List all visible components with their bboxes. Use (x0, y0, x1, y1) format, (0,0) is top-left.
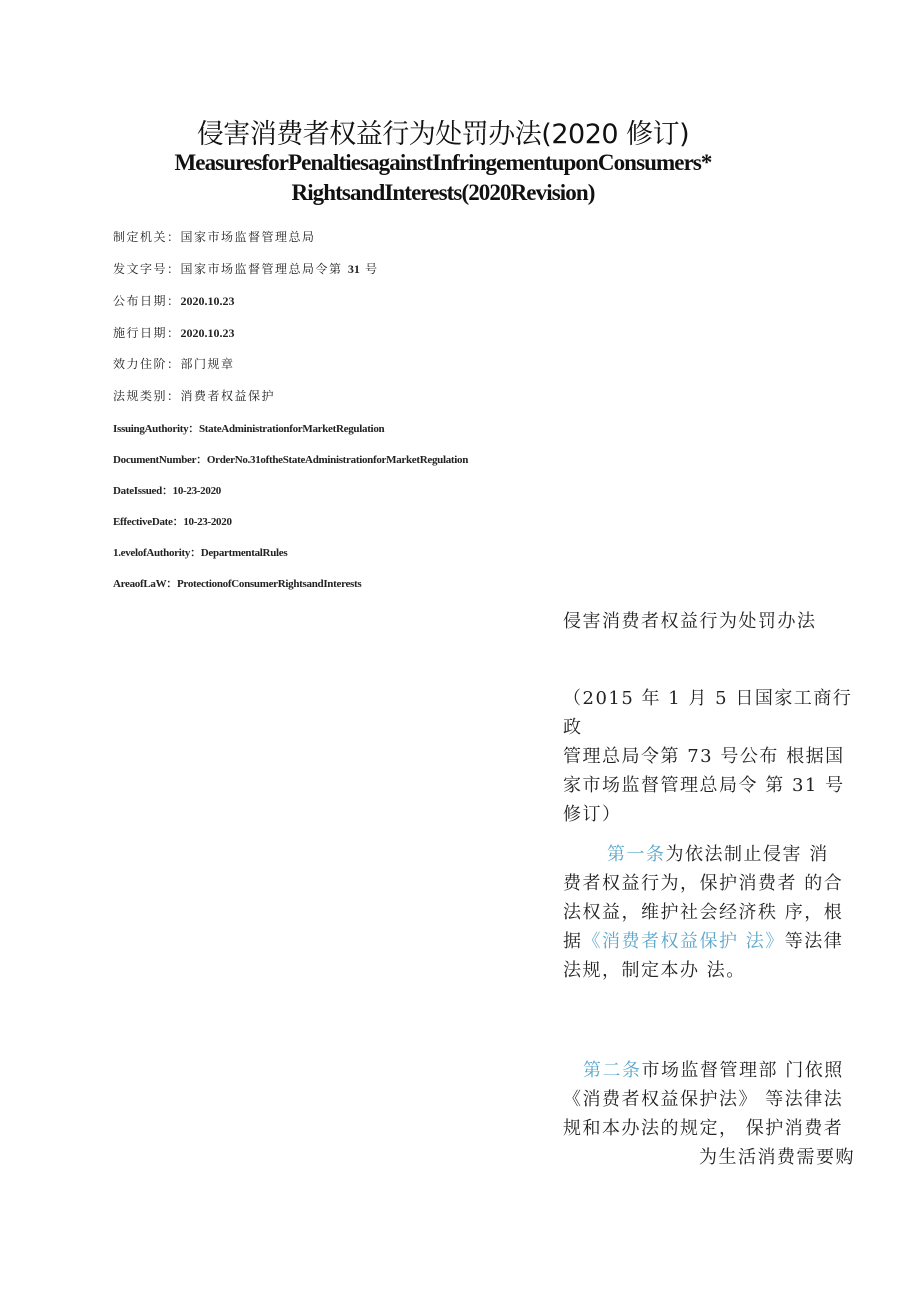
meta-label: 施行日期： (113, 326, 181, 340)
article-line: 法规，制定本办 法。 (563, 960, 746, 981)
meta-issued-en: DateIssued：10-23-2020 (113, 485, 221, 497)
history-line: 管理总局令第 73 号公布 根据国 (563, 746, 845, 767)
meta-label: 发文字号： (113, 262, 181, 276)
article-line: 法权益，维护社会经济秩 序，根 (563, 902, 844, 923)
article-text: 市场监督管理部 门依照 (641, 1060, 844, 1081)
page-title-cn: 侵害消费者权益行为处罚办法(2020 修订) (196, 119, 690, 150)
meta-value: 国家市场监督管理总局 (180, 230, 316, 244)
meta-value: 2020.10.23 (180, 294, 235, 308)
meta-value: 国家市场监督管理总局令第 (180, 262, 348, 276)
meta-number: 31 (347, 262, 360, 276)
history-line: （2015 年 1 月 5 日国家工商行 政 (563, 688, 853, 738)
meta-area-en: AreaofLaW：ProtectionofConsumerRightsandInterests (113, 578, 362, 590)
page-title-en-line1: MeasuresforPenaltiesagainstInfringementuponConsumers* (174, 150, 712, 175)
meta-area-cn (113, 387, 275, 404)
article-line: 规和本办法的规定， 保护消费者 (563, 1118, 844, 1139)
meta-value: 消费者权益保护 (180, 389, 276, 403)
history-line: 家市场监督管理总局令 第 31 号 (563, 775, 845, 796)
article-line: 为生活消费需要购 (699, 1147, 855, 1168)
article-line: 《消费者权益保护法》 等法律法 (563, 1089, 844, 1110)
article-line (563, 1056, 855, 1085)
meta-value: 部门规章 (180, 357, 235, 371)
law-reference-link[interactable]: 《消费者权益保护 法》 (582, 931, 785, 952)
meta-authority-cn (113, 228, 316, 245)
meta-label: 法规类别： (113, 389, 181, 403)
article-line: 费者权益行为，保护消费者 的合 (563, 873, 844, 894)
page-title-en-line2: RightsandInterests(2020Revision) (291, 180, 595, 205)
article-1 (563, 840, 855, 985)
meta-value-suffix: 号 (359, 262, 379, 276)
meta-docnum-en: DocumentNumber：OrderNo.31oftheStateAdministrationforMarketRegulation (113, 454, 469, 466)
meta-level-cn (113, 355, 235, 372)
article-2 (563, 1056, 855, 1172)
meta-authority-en: IssuingAuthority：StateAdministrationforMarketRegulation (113, 423, 385, 435)
meta-value: 2020.10.23 (180, 326, 235, 340)
article-line (563, 927, 855, 956)
section-heading: 侵害消费者权益行为处罚办法 (563, 611, 817, 632)
meta-effective-en: EffectiveDate：10-23-2020 (113, 516, 232, 528)
meta-effective-cn (113, 324, 235, 341)
article-line (563, 840, 855, 869)
article-2-label[interactable]: 第二条 (583, 1060, 642, 1081)
meta-label: 制定机关： (113, 230, 181, 244)
meta-docnum-cn (113, 260, 379, 277)
revision-history (563, 684, 855, 829)
meta-label: 公布日期： (113, 294, 181, 308)
history-line: 修订） (563, 804, 622, 825)
article-text: 为依法制止侵害 消 (665, 844, 829, 865)
article-1-label[interactable]: 第一条 (607, 844, 666, 865)
article-text: 等法律 (784, 931, 844, 952)
article-text: 据 (563, 931, 583, 952)
meta-label: 效力住阶： (113, 357, 181, 371)
meta-level-en: 1.evelofAuthority：DepartmentalRules (113, 547, 288, 559)
meta-issued-cn (113, 292, 235, 309)
